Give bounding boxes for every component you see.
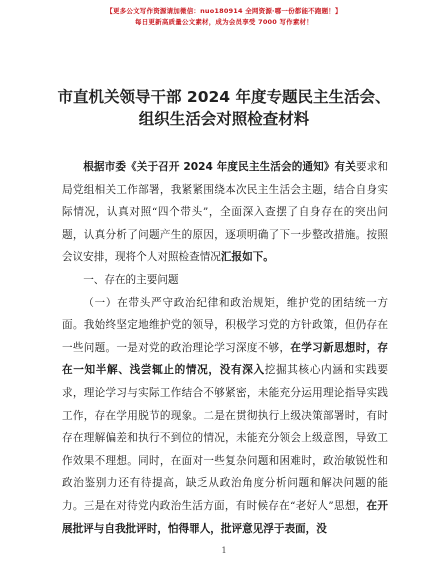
document-title-line-2: 组织生活会对照检查材料 xyxy=(138,110,310,128)
point-1-bold-a: 在学习新思想时，存在一知半解、浅尝辄止的情况，没有深入 xyxy=(62,341,389,377)
promo-banner xyxy=(0,6,448,28)
section-heading-1: 一、存在的主要问题 xyxy=(83,273,179,286)
point-1-bold-c: 在开展批评与自我批评时，怕得罪人，批评意见浮于表面，没 xyxy=(62,499,388,535)
promo-banner-line-2: 每日更新高质量公文素材，成为会员享受 7000 写作素材！ xyxy=(135,18,313,26)
intro-tail-bold: 汇报如下。 xyxy=(220,251,274,264)
document-title-line-1: 市直机关领导干部 2024 年度专题民主生活会、 xyxy=(57,88,391,106)
intro-lead-bold: 根据市委《关于召开 2024 年度民主生活会的通知》有关 xyxy=(83,161,356,173)
page-number: 1 xyxy=(221,546,227,555)
intro-text: 要求和局党组相关工作部署，我紧紧围绕本次民主生活会主题，结合自身实际情况，认真对照“四个带头”，全面深入查摆了自身存在的突出问题，认真分析了问题产生的原因，逐项明确了下一步整改措施。按照会议安排，现将个人对照检查情况 xyxy=(62,161,389,264)
document-body xyxy=(62,156,388,540)
point-1-text-b: 挖掘其核心内涵和实践要求，理论学习与实际工作结合不够紧密，未能充分运用理论指导实践工作，存在学用脱节的现象。二是在贯彻执行上级决策部署时，有时存在理解偏差和执行不到位的情况，未能充分领会上级意图，导致工作效果不理想。同时，在面对一些复杂问题和困难时，政治敏锐性和政治鉴别力还有待提高，缺乏从政治角度分析问题和解决问题的能力。三是在对待党内政治生活方面，有时候存在“老好人”思想， xyxy=(62,364,389,512)
promo-banner-line-1: 【更多公文写作资源请加微信：nuo180914 全网资源·哪一份都能不跑题！】 xyxy=(106,7,342,15)
point-1-paragraph xyxy=(62,292,388,541)
document-title xyxy=(40,86,408,130)
point-1-text: （一）在带头严守政治纪律和政治规矩，维护党的团结统一方面。我始终坚定地维护党的领导，积极学习党的方针政策，但仍存在一些问题。一是对党的政治理论学习深度不够， xyxy=(62,296,388,354)
intro-paragraph xyxy=(62,156,388,269)
